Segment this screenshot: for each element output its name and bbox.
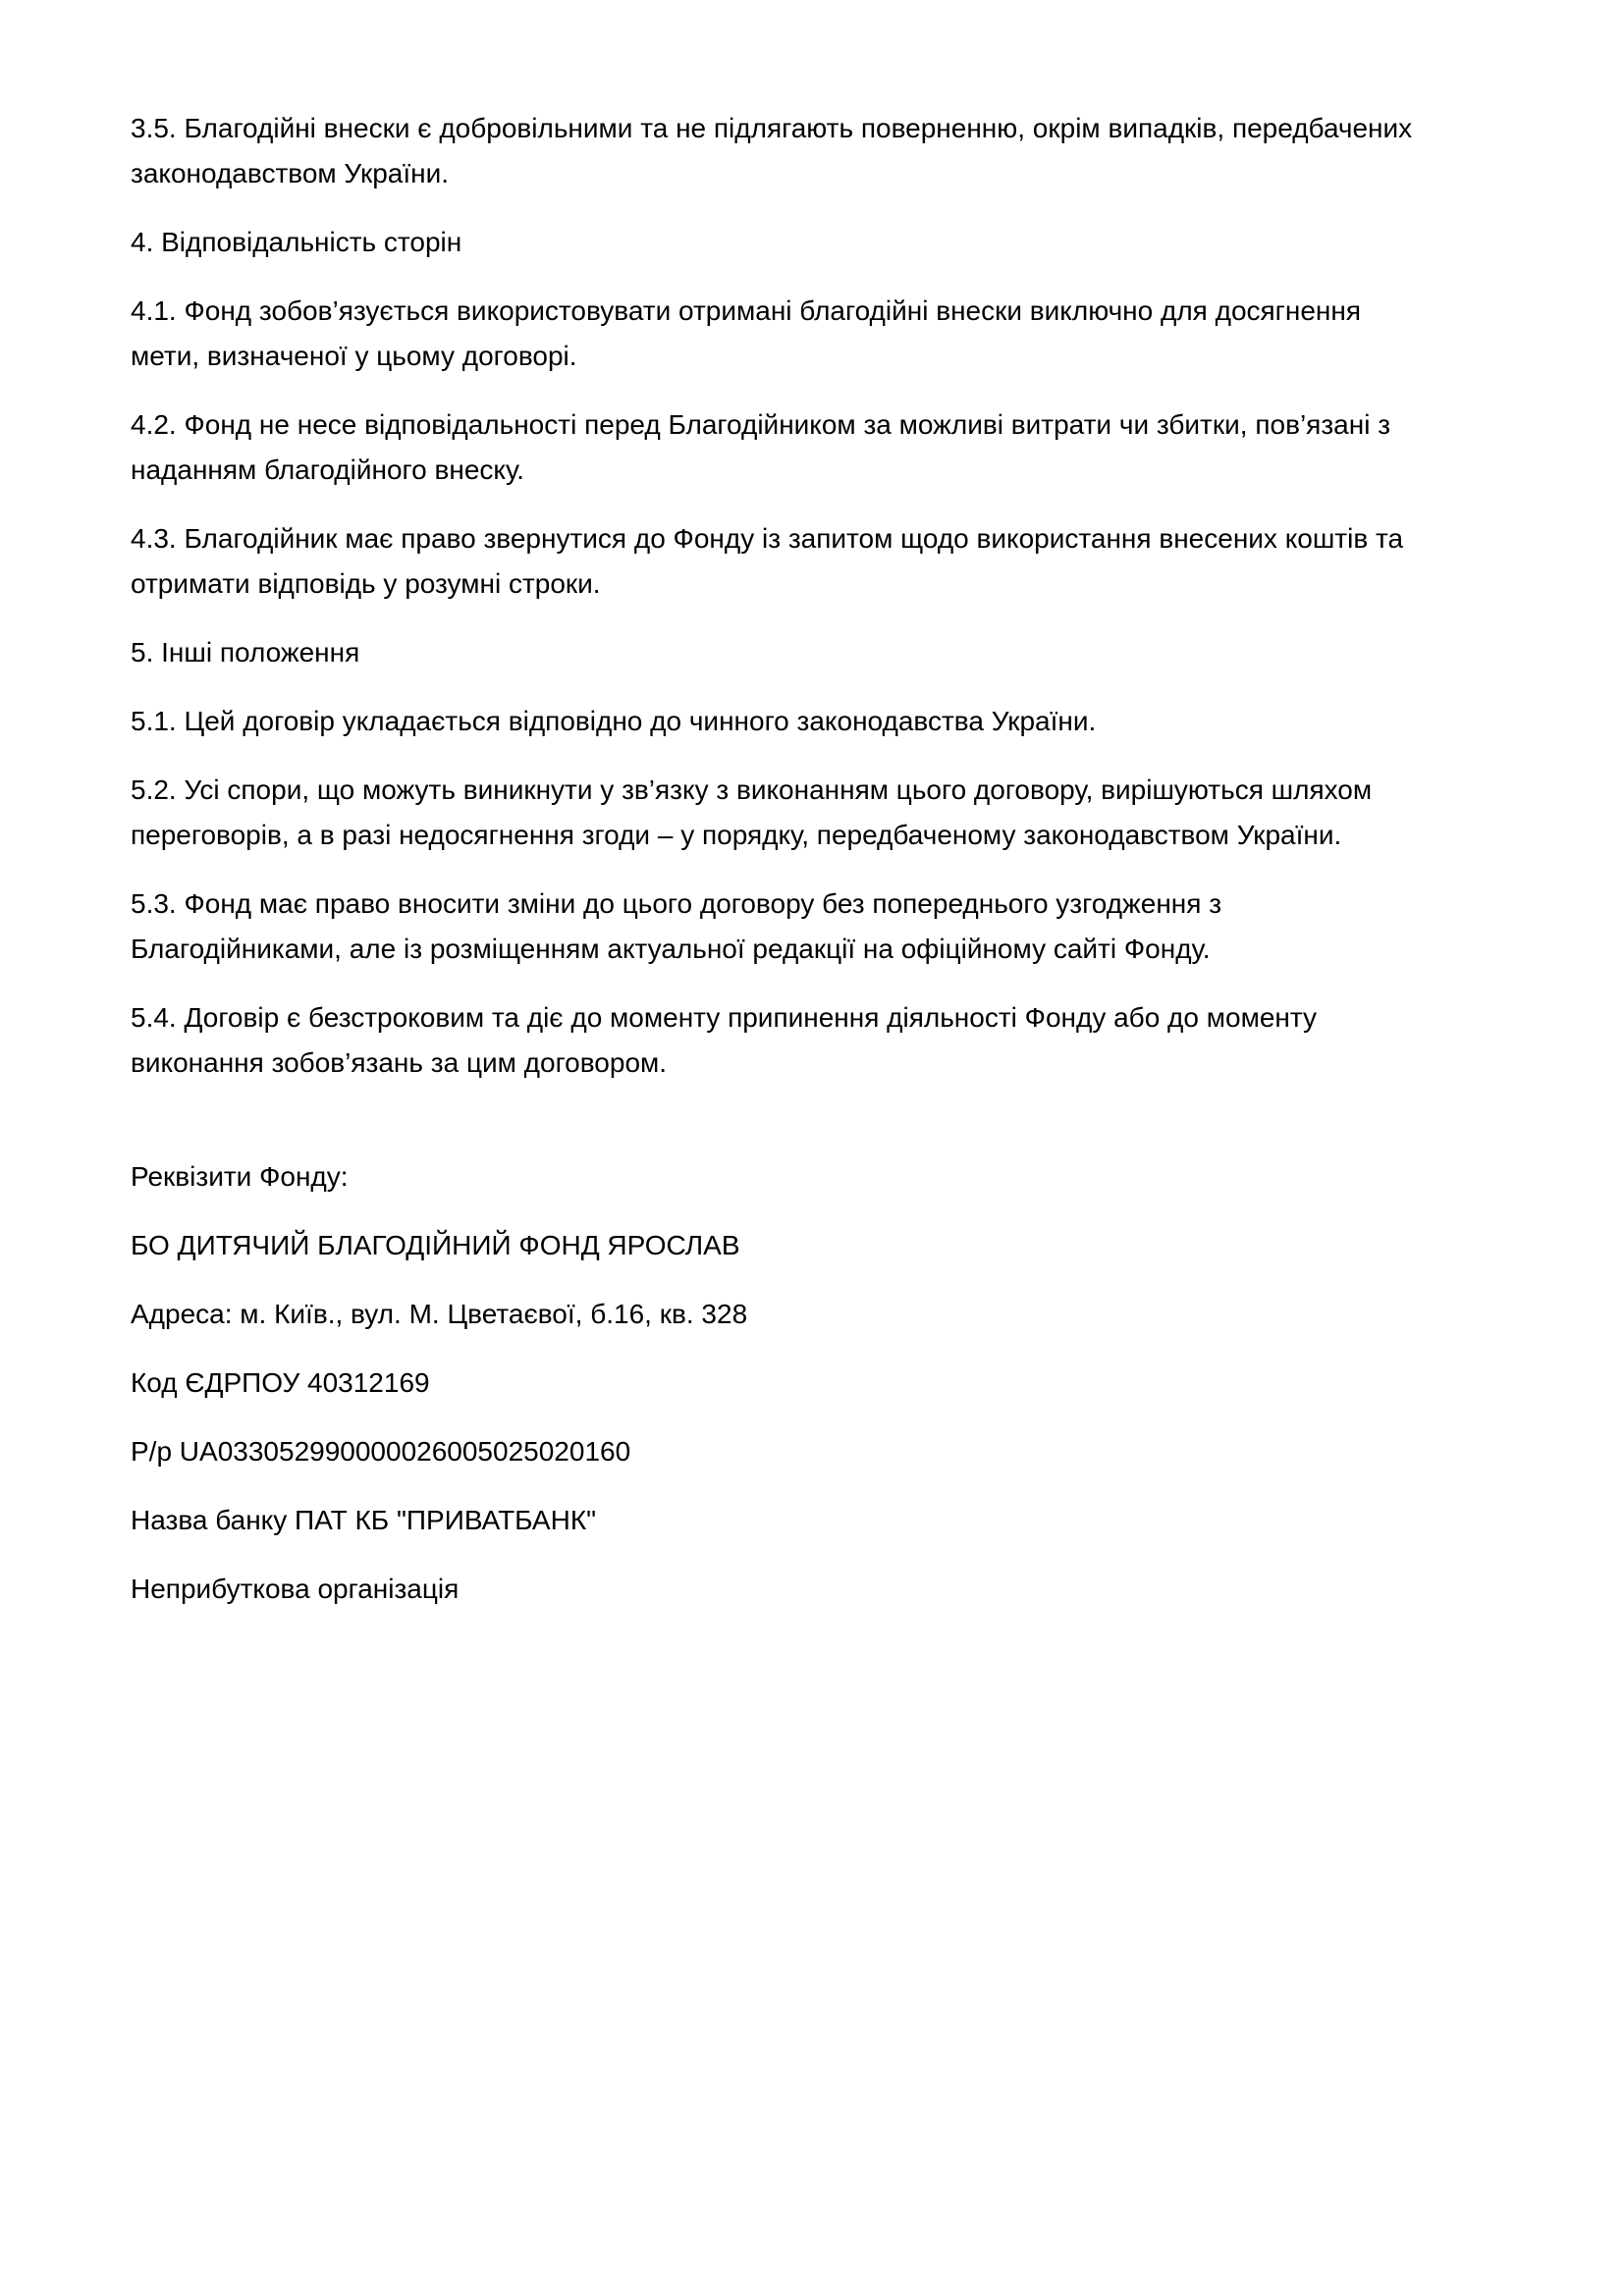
fund-nonprofit-status	[131, 1567, 1526, 1612]
paragraph-line: 4.2. Фонд не несе відповідальності перед Благодійником за можливі витрати чи збитки, пов’язані з	[131, 409, 1391, 440]
paragraph-line: наданням благодійного внеску.	[131, 454, 524, 485]
paragraph-line: виконання зобов’язань за цим договором.	[131, 1047, 668, 1078]
paragraph-line: Благодійниками, але із розміщенням актуальної редакції на офіційному сайті Фонду.	[131, 934, 1211, 964]
paragraph-line: 3.5. Благодійні внески є добровільними та не підлягають поверненню, окрім випадків, передбачених	[131, 113, 1413, 143]
clause-4-2	[131, 402, 1526, 493]
paragraph-line: переговорів, а в разі недосягнення згоди – у порядку, передбаченому законодавством України.	[131, 820, 1342, 850]
clause-3-5	[131, 106, 1526, 196]
fund-bank-account	[131, 1429, 1526, 1474]
paragraph-line: отримати відповідь у розумні строки.	[131, 568, 601, 599]
paragraph-line: Назва банку ПАТ КБ "ПРИВАТБАНК"	[131, 1505, 597, 1535]
paragraph-line: 4.3. Благодійник має право звернутися до Фонду із запитом щодо використання внесених коштів та	[131, 523, 1404, 554]
heading-section-4	[131, 220, 1526, 265]
paragraph-line: Неприбуткова організація	[131, 1574, 460, 1604]
clause-5-4	[131, 995, 1526, 1086]
clause-5-2	[131, 768, 1526, 858]
paragraph-line: 5. Інші положення	[131, 637, 360, 667]
clause-4-1	[131, 289, 1526, 379]
paragraph-line: Код ЄДРПОУ 40312169	[131, 1367, 430, 1398]
fund-bank-name	[131, 1498, 1526, 1543]
fund-address	[131, 1292, 1526, 1337]
paragraph-line: 5.1. Цей договір укладається відповідно до чинного законодавства України.	[131, 706, 1097, 736]
clause-4-3	[131, 516, 1526, 607]
fund-edrpou-code	[131, 1361, 1526, 1406]
paragraph-line: 4.1. Фонд зобов’язується використовувати отримані благодійні внески виключно для досягнення	[131, 295, 1362, 326]
paragraph-line: 4. Відповідальність сторін	[131, 227, 462, 257]
paragraph-line: БО ДИТЯЧИЙ БЛАГОДІЙНИЙ ФОНД ЯРОСЛАВ	[131, 1230, 740, 1260]
paragraph-line: законодавством України.	[131, 158, 450, 188]
heading-section-5	[131, 630, 1526, 675]
fund-name	[131, 1223, 1526, 1268]
paragraph-line: 5.4. Договір є безстроковим та діє до моменту припинення діяльності Фонду або до моменту	[131, 1002, 1317, 1033]
paragraph-line: 5.2. Усі спори, що можуть виникнути у зв’язку з виконанням цього договору, вирішуються шляхом	[131, 774, 1373, 805]
paragraph-line: 5.3. Фонд має право вносити зміни до цього договору без попереднього узгодження з	[131, 888, 1222, 919]
clause-5-1	[131, 699, 1526, 744]
paragraph-line: Реквізити Фонду:	[131, 1161, 349, 1192]
paragraph-line: Р/р UA033052990000026005025020160	[131, 1436, 631, 1467]
clause-5-3	[131, 881, 1526, 972]
paragraph-line: мети, визначеної у цьому договорі.	[131, 341, 577, 371]
paragraph-line: Адреса: м. Київ., вул. М. Цветаєвої, б.16, кв. 328	[131, 1299, 748, 1329]
requisites-heading	[131, 1154, 1526, 1200]
document-content	[131, 106, 1526, 1635]
